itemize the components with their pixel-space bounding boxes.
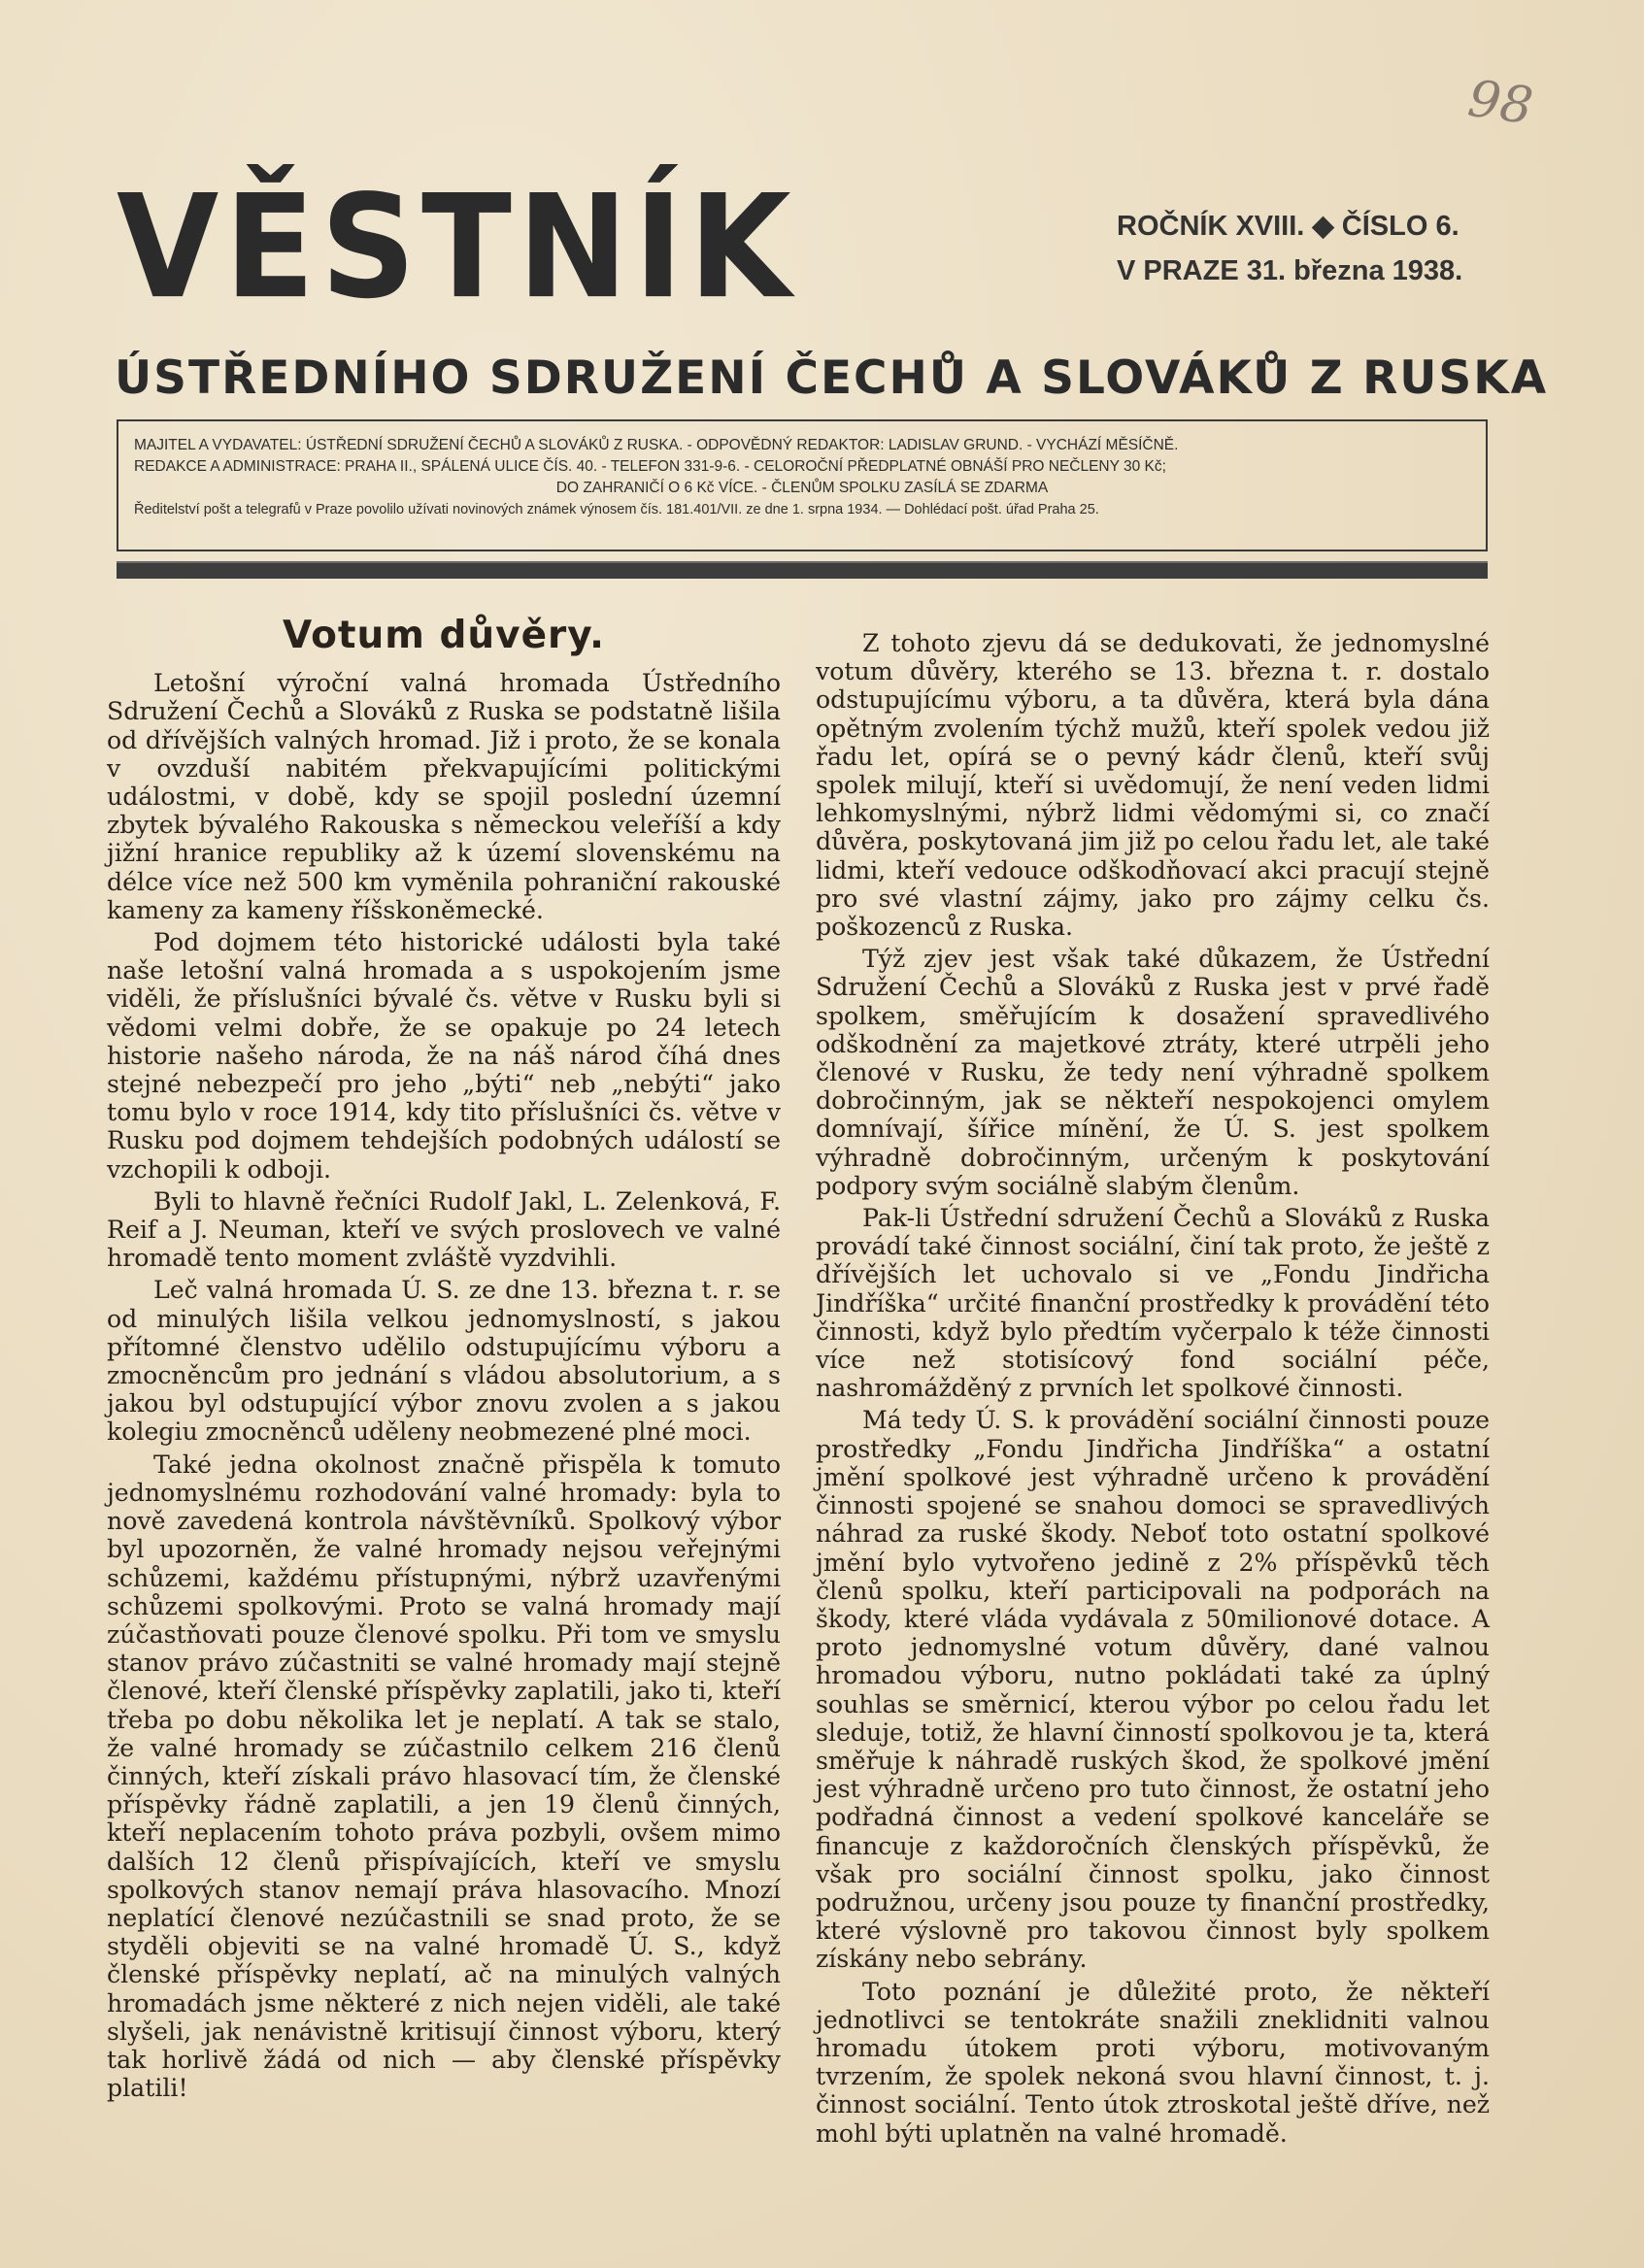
issue-info — [1117, 204, 1462, 293]
article-column-right — [816, 629, 1490, 2151]
postal-permit-line: Ředitelství pošt a telegrafů v Praze povolilo užívati novinových známek výnosem čís. 181.401/VII. ze dne 1. srpna 1934. — Dohlédací pošt. úřad Praha 25. — [134, 502, 1099, 517]
paragraph: Leč valná hromada Ú. S. ze dne 13. března t. r. se od minulých lišila velkou jednomyslností, s jakou přítomné členstvo udělilo odstupujícímu výboru a zmocněncům pro jednání s vládou absolutorium, a s jakou byl odstupující výbor znovu zvolen a s jakou kolegiu zmocněnců uděleny neobmezené plné moci. — [107, 1276, 781, 1447]
paragraph: Toto poznání je důležité proto, že někteří jednotlivci se tentokráte snažili zneklidniti valnou hromadu útokem proti výboru, motivovaným tvrzením, že spolek nekoná svou hlavní činnost, t. j. činnost sociální. Tento útok ztroskotal ještě dříve, než mohl býti uplatněn na valné hromadě. — [816, 1977, 1490, 2148]
paragraph: Byli to hlavně řečníci Rudolf Jakl, L. Zelenková, F. Reif a J. Neuman, kteří ve svých proslovech ve valné hromadě tento moment zvláště vyzdvihli. — [107, 1186, 781, 1273]
paragraph: Má tedy Ú. S. k provádění sociální činnosti pouze prostředky „Fondu Jindřicha Jindříška“ a ostatní jmění spolkové jest výhradně určeno k provádění činnosti spojené se snahou domoci se spravedlivých náhrad za ruské škody. Neboť toto ostatní spolkové jmění bylo vytvořeno jedině z 2% příspěvků těch členů spolku, kteří participovali na podporách na škody, které vláda vydávala z 50milionové dotace. A proto jednomyslné votum důvěry, dané valnou hromadou výboru, nutno pokládati také za úplný souhlas se směrnicí, kterou výbor po celou řadu let sleduje, totiž, že hlavní činností spolkovou je ta, která směřuje k náhradě ruských škod, že spolkové jmění jest výhradně určeno pro tuto činnost, že ostatní jeho podřadná činnost a vedení spolkové kanceláře se financuje z každoročních členských příspěvků, že však pro sociální činnost spolku, jako činnost podružnou, určeny jsou pouze ty finanční prostředky, které výslovně pro takovou činnost byly spolkem získány nebo sebrány. — [816, 1406, 1490, 1974]
paragraph: Letošní výroční valná hromada Ústředního Sdružení Čechů a Slováků z Ruska se podstatně lišila od dřívějších valných hromad. Již i proto, že se konala v ovzduší nabitém překvapujícími politickými událostmi, v době, kdy se spojil poslední územní zbytek bývalého Rakouska s německou veleříší a kdy jižní hranice republiky až k území slovenskému na délce více než 500 km vyměnila pohraniční rakouské kameny za kameny říšskoněmecké. — [107, 669, 781, 924]
handwritten-page-number: 98 — [1464, 69, 1537, 137]
paragraph: Pak-li Ústřední sdružení Čechů a Slováků z Ruska provádí také činnost sociální, činí tak proto, že ještě z dřívějších let uchovalo si ve „Fondu Jindřicha Jindříška“ určité finanční prostředky k provádění této činnosti, když bylo předtím vyčerpalo k téže činnosti více než stotisícový fond sociální péče, nashromážděný z prvních let spolkové činnosti. — [816, 1204, 1490, 1403]
paragraph: Také jedna okolnost značně přispěla k tomuto jednomyslnému rozhodování valné hromady: byla to nově zavedená kontrola návštěvníků. Spolkový výbor byl upozorněn, že valné hromady nejsou veřejnými schůzemi, každému přístupnými, nýbrž uzavřenými schůzemi spolkovými. Proto se valná hromady mají zúčastňovati pouze členové spolku. Při tom ve smyslu stanov právo zúčastniti se valné hromady mají stejně členové, kteří členské příspěvky zaplatili, jako ti, kteří třeba po dobu několika let je neplatí. A tak se stalo, že valné hromady se zúčastnilo celkem 216 členů činných, kteří získali právo hlasovací tím, že členské příspěvky řádně zaplatili, a jen 19 členů činných, kteří neplacením tohoto práva pozbyli, ovšem mimo dalších 12 členů přispívajících, kteří ve smyslu spolkových stanov nemají práva hlasovacího. Mnozí neplatící členové nezúčastnili se snad proto, že se styděli objeviti se na valné hromadě Ú. S., když členské příspěvky neplatí, ač na minulých valných hromadách jsme některé z nich nejen viděli, ale také slyšeli, jak nenávistně kritisují činnost výboru, který tak horlivě žádá od nich — aby členské příspěvky platili! — [107, 1450, 781, 2103]
paragraph: Z tohoto zjevu dá se dedukovati, že jednomyslné votum důvěry, kterého se 13. března t. r. dostalo odstupujícímu výboru, a ta důvěra, která byla dána opětným zvolením týchž mužů, kteří spolek vedou již řadu let, opírá se o pevný kádr členů, kteří svůj spolek milují, kteří si uvědomují, že není veden lidmi lehkomyslnými, nýbrž lidmi vědomými si, co značí důvěra, poskytovaná jim již po celou řadu let, ale také lidmi, kteří vedouce odškodňovací akci pracují stejně pro své vlastní zájmy, jako pro zájmy celku čs. poškozenců z Ruska. — [816, 629, 1490, 942]
issue-date: V PRAZE 31. března 1938. — [1117, 255, 1463, 286]
paragraph: Týž zjev jest však také důkazem, že Ústřední Sdružení Čechů a Slováků z Ruska jest v prvé řadě spolkem, směřujícím k dosažení spravedlivého odškodnění za majetkové ztráty, které utrpěli jeho členové v Rusku, že tedy není výhradně spolkem dobročinným, jak se někteří nespokojenci omylem domnívají, šířice mínění, že Ú. S. jest spolkem výhradně dobročinným, určeným k poskytování podpory svým sociálně slabým členům. — [816, 945, 1490, 1200]
masthead-title: VĚSTNÍK — [117, 165, 797, 331]
issue-number: ROČNÍK XVIII. ◆ ČÍSLO 6. — [1117, 211, 1459, 242]
publisher-line: MAJITEL A VYDAVATEL: ÚSTŘEDNÍ SDRUŽENÍ ČECHŮ A SLOVÁKŮ Z RUSKA. - ODPOVĚDNÝ REDAKTOR: LADISLAV GRUND. - VYCHÁZÍ MĚSÍČNĚ. — [134, 437, 1179, 453]
subscription-line: DO ZAHRANIČÍ O 6 Kč VÍCE. - ČLENŮM SPOLKU ZASÍLÁ SE ZDARMA — [555, 480, 1049, 496]
article-column-left — [107, 614, 781, 2106]
masthead-divider — [117, 561, 1488, 579]
publisher-info-box — [117, 419, 1488, 551]
paragraph: Pod dojmem této historické události byla také naše letošní valná hromada a s uspokojením jsme viděli, že příslušníci bývalé čs. větve v Rusku byli si vědomi velmi dobře, že se opakuje po 24 letech historie našeho národa, že na náš národ číhá dnes stejné nebezpečí pro jeho „býti“ neb „nebýti“ jako tomu bylo v roce 1914, kdy tito příslušníci čs. větve v Rusku pod dojmem tehdejších podobných událostí se vzchopili k odboji. — [107, 928, 781, 1184]
administration-line: REDAKCE A ADMINISTRACE: PRAHA II., SPÁLENÁ ULICE ČÍS. 40. - TELEFON 331-9-6. - CELOROČNÍ PŘEDPLATNÉ OBNÁŠÍ PRO NEČLENY 30 Kč; — [134, 458, 1166, 475]
article-heading: Votum důvěry. — [283, 614, 605, 657]
masthead-subtitle: ÚSTŘEDNÍHO SDRUŽENÍ ČECHŮ A SLOVÁKŮ Z RUSKA — [115, 351, 1549, 405]
